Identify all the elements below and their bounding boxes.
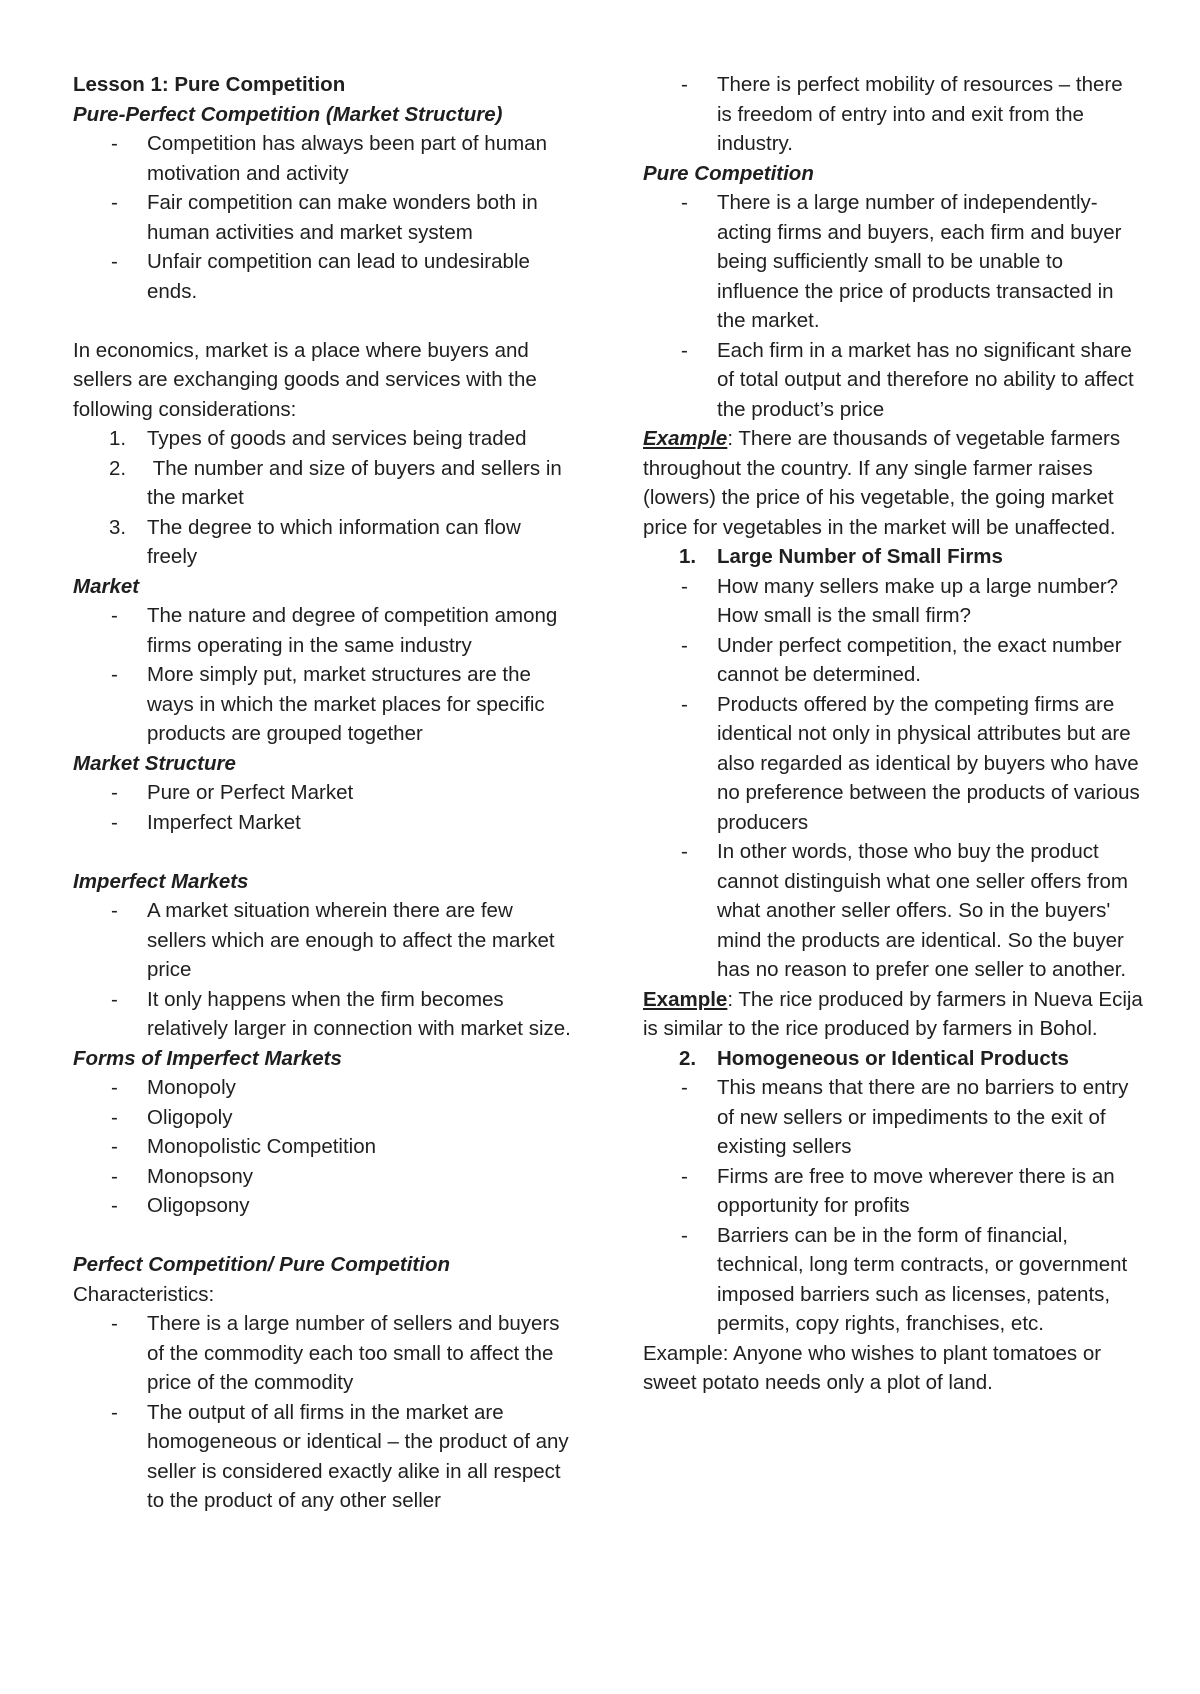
bullet-item (73, 1191, 573, 1221)
bullet-dash: - (681, 840, 688, 863)
bullet-text: More simply put, market structures are the ways in which the market places for specific products are grouped together (147, 663, 545, 745)
bullet-dash: - (681, 1076, 688, 1099)
bullet-item (73, 1309, 573, 1398)
bullet-text: Products offered by the competing firms are identical not only in physical attributes but are also regarded as identical by buyers who have no preference between the products of various producers (717, 692, 1140, 834)
bullet-item (73, 247, 573, 306)
bullet-text: Barriers can be in the form of financial, technical, long term contracts, or government imposed barriers such as licenses, patents, permits, copy rights, franchises, etc. (717, 1223, 1128, 1335)
bullet-dash: - (111, 191, 118, 214)
bullet-dash: - (681, 633, 688, 657)
section-heading: Forms of Imperfect Markets (73, 1046, 342, 1070)
bullet-dash: - (681, 338, 688, 362)
blank-line (73, 306, 573, 336)
right-column (643, 70, 1143, 1398)
bullet-item (643, 1162, 1143, 1221)
bullet-text: Oligopoly (147, 1105, 233, 1129)
bullet-dash: - (681, 73, 688, 96)
example-text: : The rice produced by farmers in Nueva Ecija is similar to the rice produced by farmers in Bohol. (643, 987, 1143, 1040)
bullet-item (73, 1162, 573, 1192)
bullet-dash: - (111, 1164, 118, 1188)
bullet-text: There is a large number of independently-acting firms and buyers, each firm and buyer being sufficiently small to be unable to influence the price of products transacted in the market. (717, 191, 1122, 332)
bullet-dash: - (681, 191, 688, 214)
bullet-item (643, 631, 1143, 690)
bullet-text: Unfair competition can lead to undesirable ends. (147, 250, 530, 303)
section-heading: Market Structure (73, 751, 236, 775)
bullet-item (73, 1398, 573, 1516)
bullet-text: Pure or Perfect Market (147, 781, 354, 804)
bullet-dash: - (111, 1076, 118, 1099)
item-text: The number and size of buyers and sellers in the market (147, 456, 568, 509)
example-label: Example (643, 987, 728, 1011)
bullet-text: There is a large number of sellers and buyers of the commodity each too small to affect the price of the commodity (147, 1312, 560, 1394)
item-text: The degree to which information can flow freely (147, 515, 527, 568)
item-number: 3. (109, 515, 127, 539)
bullet-text: This means that there are no barriers to entry of new sellers or impediments to the exit of existing sellers (717, 1076, 1129, 1158)
bullet-item (73, 601, 573, 660)
bullet-item (643, 1221, 1143, 1339)
bullet-item (73, 1132, 573, 1162)
bullet-text: Under perfect competition, the exact number cannot be determined. (717, 633, 1122, 686)
blank-line (73, 837, 573, 867)
bullet-text: The output of all firms in the market are homogeneous or identical – the product of any seller is considered exactly alike in all respect to the product of any other seller (147, 1400, 569, 1512)
bullet-item (73, 1103, 573, 1133)
bullet-dash: - (111, 250, 118, 273)
bullet-dash: - (111, 1105, 118, 1129)
item-text: Types of goods and services being traded (147, 427, 527, 450)
bullet-dash: - (111, 1400, 118, 1424)
bullet-text: Monopsony (147, 1164, 253, 1188)
numbered-item (73, 424, 573, 454)
bullet-text: Competition has always been part of human motivation and activity (147, 132, 547, 185)
section-heading: Pure Competition (643, 161, 814, 185)
example-paragraph (643, 424, 1143, 542)
bullet-text: Fair competition can make wonders both in human activities and market system (147, 191, 538, 244)
bullet-item (73, 660, 573, 749)
bullet-dash: - (111, 899, 118, 922)
bullet-text: Monopolistic Competition (147, 1135, 377, 1158)
bullet-item (643, 70, 1143, 159)
bullet-dash: - (111, 1194, 118, 1217)
item-number: 2. (109, 456, 127, 480)
item-number: 1. (679, 545, 697, 568)
paragraph: Example: Anyone who wishes to plant tomatoes or sweet potato needs only a plot of land. (643, 1341, 1102, 1394)
bullet-item (643, 837, 1143, 985)
bullet-item (643, 690, 1143, 838)
bullet-text: The nature and degree of competition among firms operating in the same industry (147, 604, 558, 657)
bullet-item (643, 336, 1143, 425)
bullet-dash: - (681, 1223, 688, 1247)
bullet-dash: - (111, 810, 118, 834)
bullet-item (73, 985, 573, 1044)
bullet-text: It only happens when the firm becomes relatively larger in connection with market size. (147, 987, 571, 1040)
bullet-text: A market situation wherein there are few sellers which are enough to affect the market price (147, 899, 555, 981)
blank-line (73, 1221, 573, 1251)
bullet-text: Imperfect Market (147, 810, 301, 834)
bullet-dash: - (111, 604, 118, 627)
example-label: Example (643, 427, 728, 450)
left-column (73, 70, 573, 1516)
bullet-dash: - (681, 692, 688, 716)
bullet-item (73, 808, 573, 838)
bullet-text: In other words, those who buy the product cannot distinguish what one seller offers from what another seller offers. So in the buyers' mind the products are identical. So the buyer has no reason to prefer one seller to another. (717, 840, 1128, 981)
bullet-dash: - (681, 1164, 688, 1188)
numbered-subheading (643, 542, 1143, 572)
example-paragraph (643, 985, 1143, 1044)
numbered-item (73, 454, 573, 513)
bullet-text: Monopoly (147, 1076, 236, 1099)
bullet-item (73, 129, 573, 188)
bullet-dash: - (111, 987, 118, 1011)
bullet-dash: - (111, 781, 118, 804)
item-text: Homogeneous or Identical Products (717, 1046, 1069, 1070)
section-heading: Imperfect Markets (73, 869, 249, 893)
lesson-title: Lesson 1: Pure Competition (73, 73, 346, 96)
item-number: 1. (109, 427, 127, 450)
paragraph: Characteristics: (73, 1282, 215, 1306)
bullet-item (643, 188, 1143, 336)
example-text: : There are thousands of vegetable farmers throughout the country. If any single farmer raises (lowers) the price of his vegetable, the going market price for vegetables in the market will be unaffected. (643, 427, 1121, 539)
bullet-item (73, 778, 573, 808)
bullet-text: Firms are free to move wherever there is an opportunity for profits (717, 1164, 1115, 1217)
bullet-item (73, 1073, 573, 1103)
bullet-dash: - (111, 132, 118, 155)
section-heading: Market (73, 574, 140, 598)
bullet-dash: - (111, 1312, 118, 1335)
paragraph: In economics, market is a place where buyers and sellers are exchanging goods and services with the following considerations: (73, 338, 537, 421)
bullet-item (73, 188, 573, 247)
bullet-dash: - (681, 574, 688, 598)
section-heading: Pure-Perfect Competition (Market Structure) (73, 102, 503, 126)
bullet-dash: - (111, 663, 118, 686)
item-number: 2. (679, 1046, 697, 1070)
bullet-text: Each firm in a market has no significant share of total output and therefore no ability to affect the product’s price (717, 338, 1134, 421)
bullet-dash: - (111, 1135, 118, 1158)
bullet-text: There is perfect mobility of resources – there is freedom of entry into and exit from the industry. (717, 73, 1123, 155)
bullet-item (73, 896, 573, 985)
bullet-text: Oligopsony (147, 1194, 250, 1217)
bullet-item (643, 572, 1143, 631)
numbered-subheading (643, 1044, 1143, 1074)
item-text: Large Number of Small Firms (717, 545, 1003, 568)
bullet-text: How many sellers make up a large number? How small is the small firm? (717, 574, 1119, 627)
section-heading: Perfect Competition/ Pure Competition (73, 1253, 450, 1276)
bullet-item (643, 1073, 1143, 1162)
numbered-item (73, 513, 573, 572)
